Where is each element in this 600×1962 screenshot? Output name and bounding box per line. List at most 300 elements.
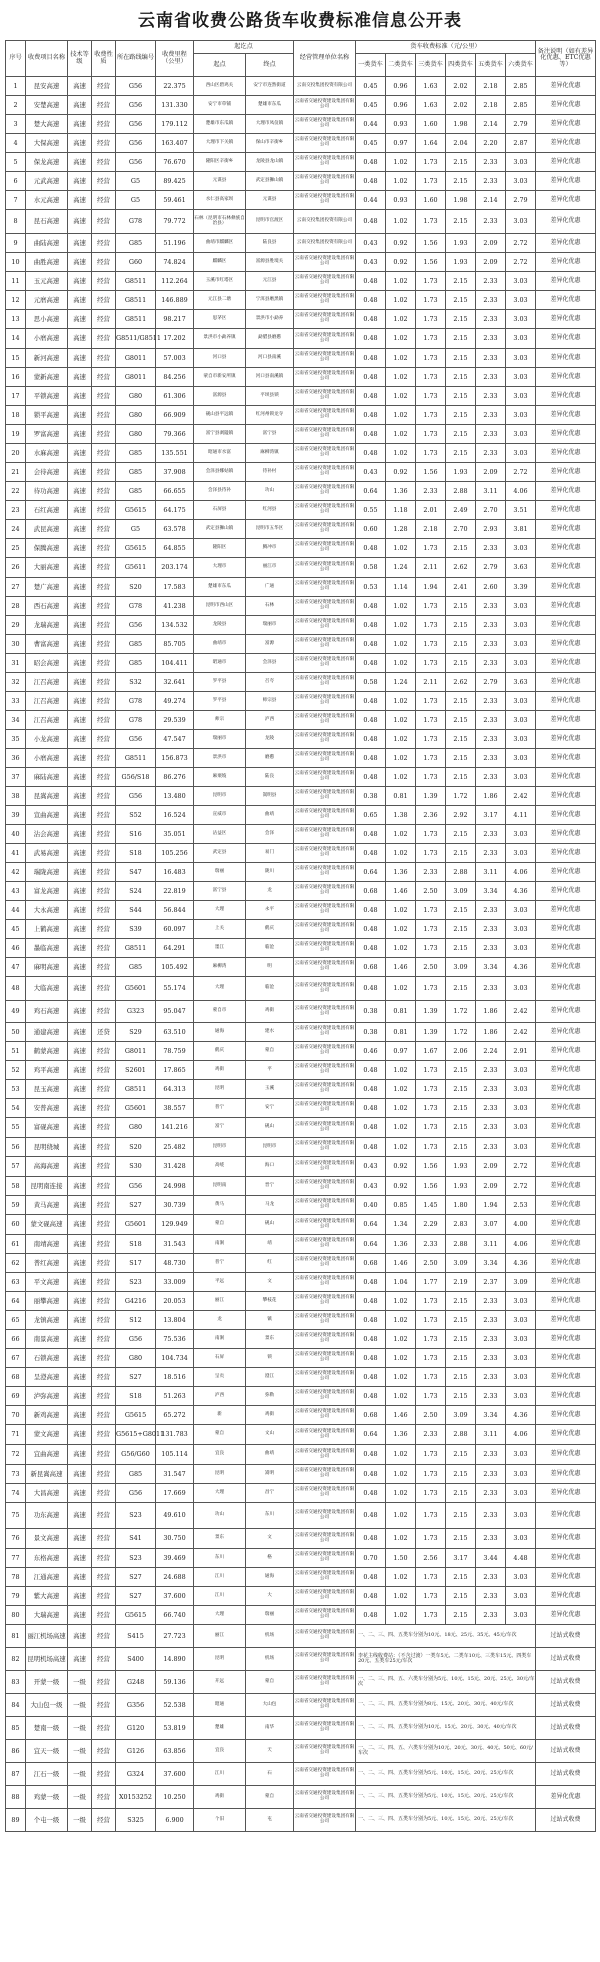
cell-grade: 高速 <box>68 1503 92 1529</box>
cell-seq: 49 <box>6 1001 26 1023</box>
cell-c6: 3.03 <box>506 711 536 730</box>
cell-c2: 1.02 <box>386 1568 416 1587</box>
table-row <box>6 387 596 406</box>
cell-nature: 经营 <box>92 1177 116 1196</box>
cell-start: 麻栗坡 <box>194 768 246 787</box>
cell-c2: 1.02 <box>386 977 416 1001</box>
cell-c6: 4.36 <box>506 882 536 901</box>
cell-seq: 29 <box>6 616 26 635</box>
cell-name: 楚南一级 <box>26 1717 68 1740</box>
cell-c4: 2.02 <box>446 77 476 96</box>
cell-mileage: 131.783 <box>156 1425 194 1445</box>
cell-nature: 经营 <box>92 191 116 210</box>
header-manager: 经营管理单位名称 <box>294 41 356 77</box>
cell-mileage: 86.276 <box>156 768 194 787</box>
cell-c3: 1.73 <box>416 711 446 730</box>
cell-end: 师宗县 <box>246 692 294 711</box>
cell-manager: 云南省交通投资建设集团有限公司 <box>294 134 356 153</box>
cell-grade: 高速 <box>68 1080 92 1099</box>
cell-grade: 高速 <box>68 711 92 730</box>
cell-note: 差异化优惠 <box>536 1529 596 1549</box>
cell-c2: 1.02 <box>386 291 416 310</box>
cell-c1: 0.48 <box>356 939 386 958</box>
cell-route: G356 <box>116 1694 156 1717</box>
cell-nature: 经营 <box>92 1118 116 1138</box>
cell-mileage: 33.009 <box>156 1273 194 1292</box>
cell-name: 待功高速 <box>26 482 68 501</box>
cell-seq: 67 <box>6 1349 26 1368</box>
cell-note: 差异化优惠 <box>536 654 596 673</box>
cell-c3: 1.73 <box>416 425 446 444</box>
cell-mileage: 53.819 <box>156 1717 194 1740</box>
cell-grade: 高速 <box>68 958 92 977</box>
cell-end: 磨憨 <box>246 749 294 768</box>
cell-grade: 高速 <box>68 1235 92 1254</box>
cell-end: 富源县胜境关 <box>246 253 294 272</box>
cell-c5: 3.44 <box>476 1549 506 1568</box>
cell-nature: 经营 <box>92 597 116 616</box>
cell-c2: 1.02 <box>386 172 416 191</box>
header-class-6: 六类货车 <box>506 54 536 77</box>
cell-c4: 2.02 <box>446 96 476 115</box>
cell-route: S20 <box>116 578 156 597</box>
cell-route: S18 <box>116 844 156 863</box>
cell-c4: 2.15 <box>446 1330 476 1349</box>
cell-grade: 高速 <box>68 578 92 597</box>
cell-seq: 30 <box>6 635 26 654</box>
cell-mileage: 18.516 <box>156 1368 194 1387</box>
cell-c5: 2.33 <box>476 730 506 749</box>
cell-nature: 经营 <box>92 1157 116 1177</box>
cell-mileage: 85.705 <box>156 635 194 654</box>
cell-note: 差异化优惠 <box>536 1215 596 1235</box>
cell-c6: 3.03 <box>506 368 536 387</box>
cell-start: 昆明南 <box>194 1177 246 1196</box>
cell-grade: 一级 <box>68 1809 92 1832</box>
cell-c4: 2.15 <box>446 1292 476 1311</box>
cell-grade: 高速 <box>68 1292 92 1311</box>
cell-seq: 70 <box>6 1406 26 1425</box>
cell-c2: 1.46 <box>386 882 416 901</box>
cell-route: G85 <box>116 444 156 463</box>
cell-c6: 2.87 <box>506 134 536 153</box>
cell-c5: 2.09 <box>476 253 506 272</box>
cell-c4: 2.49 <box>446 501 476 520</box>
cell-c2: 1.28 <box>386 520 416 539</box>
cell-note: 差异化优惠 <box>536 172 596 191</box>
cell-c2: 1.02 <box>386 692 416 711</box>
cell-seq: 33 <box>6 692 26 711</box>
cell-note: 差异化优惠 <box>536 1157 596 1177</box>
cell-c6: 4.36 <box>506 958 536 977</box>
cell-c6: 3.03 <box>506 1349 536 1368</box>
cell-c2: 1.02 <box>386 1292 416 1311</box>
table-row <box>6 806 596 825</box>
table-row <box>6 920 596 939</box>
cell-c1: 0.48 <box>356 1445 386 1465</box>
cell-c2: 1.38 <box>386 806 416 825</box>
cell-name: 新昆嵩高速 <box>26 1465 68 1484</box>
cell-name: 江石一级 <box>26 1763 68 1786</box>
cell-c4: 2.15 <box>446 425 476 444</box>
cell-nature: 经营 <box>92 1503 116 1529</box>
cell-c5: 2.33 <box>476 1292 506 1311</box>
cell-c6: 2.79 <box>506 115 536 134</box>
table-row <box>6 1503 596 1529</box>
cell-note: 差异化优惠 <box>536 425 596 444</box>
cell-c3: 1.39 <box>416 1001 446 1023</box>
cell-manager: 云南省交通投资建设集团有限公司 <box>294 1406 356 1425</box>
cell-route: S27 <box>116 1587 156 1606</box>
cell-grade: 高速 <box>68 939 92 958</box>
cell-manager: 云南省交通投资建设集团有限公司 <box>294 1349 356 1368</box>
cell-c2: 1.04 <box>386 1273 416 1292</box>
cell-c4: 1.93 <box>446 1177 476 1196</box>
table-row <box>6 115 596 134</box>
cell-route: G56 <box>116 134 156 153</box>
cell-end: 陇川 <box>246 863 294 882</box>
cell-c6: 3.03 <box>506 329 536 349</box>
cell-c5: 2.33 <box>476 1606 506 1625</box>
cell-note: 差异化优惠 <box>536 368 596 387</box>
table-row <box>6 1001 596 1023</box>
cell-mileage: 112.264 <box>156 272 194 291</box>
cell-c6: 2.42 <box>506 787 536 806</box>
cell-c2: 1.02 <box>386 597 416 616</box>
cell-route: G56 <box>116 616 156 635</box>
cell-grade: 高速 <box>68 539 92 558</box>
cell-end: 富源 <box>246 635 294 654</box>
cell-c5: 2.33 <box>476 616 506 635</box>
cell-grade: 高速 <box>68 291 92 310</box>
cell-name: 昆明机场高速 <box>26 1648 68 1671</box>
cell-c3: 2.18 <box>416 520 446 539</box>
cell-c5: 2.33 <box>476 654 506 673</box>
cell-c2: 0.93 <box>386 191 416 210</box>
cell-seq: 77 <box>6 1549 26 1568</box>
cell-c1: 0.48 <box>356 1080 386 1099</box>
cell-seq: 7 <box>6 191 26 210</box>
cell-start: 大理市 <box>194 558 246 578</box>
cell-start: 鸡街 <box>194 1786 246 1809</box>
cell-mileage: 17.202 <box>156 329 194 349</box>
cell-note: 差异化优惠 <box>536 272 596 291</box>
cell-route: G78 <box>116 692 156 711</box>
cell-c2: 1.02 <box>386 1465 416 1484</box>
cell-note: 差异化优惠 <box>536 787 596 806</box>
toll-standard-table <box>5 40 596 1832</box>
cell-seq: 48 <box>6 977 26 1001</box>
cell-mileage: 24.998 <box>156 1177 194 1196</box>
table-row <box>6 1786 596 1809</box>
cell-mileage: 63.510 <box>156 1023 194 1042</box>
cell-grade: 高速 <box>68 425 92 444</box>
cell-nature: 经营 <box>92 1042 116 1061</box>
cell-mileage: 156.873 <box>156 749 194 768</box>
table-row <box>6 863 596 882</box>
cell-c4: 2.06 <box>446 1042 476 1061</box>
header-note: 备注说明（如有差异化优惠、ETC优惠等） <box>536 41 596 77</box>
cell-route: G8011 <box>116 368 156 387</box>
table-row <box>6 749 596 768</box>
cell-mileage: 135.551 <box>156 444 194 463</box>
cell-route: G5615 <box>116 501 156 520</box>
cell-c6: 3.03 <box>506 1138 536 1157</box>
cell-nature: 经营 <box>92 1080 116 1099</box>
cell-note: 差异化优惠 <box>536 1235 596 1254</box>
cell-route: G80 <box>116 387 156 406</box>
cell-manager: 云南省交通投资建设集团有限公司 <box>294 1549 356 1568</box>
cell-start: 呈贡 <box>194 1368 246 1387</box>
cell-start: 元江县二塘 <box>194 291 246 310</box>
cell-c2: 0.93 <box>386 115 416 134</box>
cell-note: 差异化优惠 <box>536 444 596 463</box>
cell-c3: 1.56 <box>416 1157 446 1177</box>
cell-c6: 3.63 <box>506 673 536 692</box>
cell-end: 大理市凤仪镇 <box>246 115 294 134</box>
cell-c4: 2.88 <box>446 1425 476 1445</box>
cell-note: 差异化优惠 <box>536 768 596 787</box>
cell-c3: 1.73 <box>416 1330 446 1349</box>
cell-route: G5 <box>116 172 156 191</box>
cell-mileage: 63.856 <box>156 1740 194 1763</box>
cell-manager: 云南省交通投资建设集团有限公司 <box>294 1099 356 1118</box>
cell-name: 普红高速 <box>26 1254 68 1273</box>
cell-c1: 0.48 <box>356 1465 386 1484</box>
table-row <box>6 191 596 210</box>
cell-seq: 3 <box>6 115 26 134</box>
cell-c2: 1.02 <box>386 387 416 406</box>
cell-c3: 1.56 <box>416 1177 446 1196</box>
cell-c5: 2.33 <box>476 310 506 329</box>
cell-name: 麻陆高速 <box>26 768 68 787</box>
cell-route: S23 <box>116 1273 156 1292</box>
cell-mileage: 22.819 <box>156 882 194 901</box>
cell-merged: 一、二、三、四、五类车分别为5元、10元、15元、20元、25元/车次 <box>356 1809 536 1832</box>
cell-name: 小磨高速 <box>26 749 68 768</box>
cell-c3: 1.73 <box>416 654 446 673</box>
cell-grade: 高速 <box>68 329 92 349</box>
cell-c5: 2.33 <box>476 444 506 463</box>
cell-manager: 云南省交通投资建设集团有限公司 <box>294 115 356 134</box>
cell-nature: 经营 <box>92 291 116 310</box>
cell-end: 南华 <box>246 1717 294 1740</box>
cell-manager: 云南省交通投资建设集团有限公司 <box>294 1606 356 1625</box>
cell-manager: 云南省交通投资建设集团有限公司 <box>294 749 356 768</box>
cell-seq: 39 <box>6 806 26 825</box>
cell-name: 武昆高速 <box>26 520 68 539</box>
cell-start: 昭通 <box>194 1694 246 1717</box>
cell-end: 澄江 <box>246 1368 294 1387</box>
cell-grade: 高速 <box>68 558 92 578</box>
table-row <box>6 1549 596 1568</box>
cell-merged: 一、二、三、四、五类车分别为10元、18元、25元、35元、45元/车次 <box>356 1625 536 1648</box>
cell-mileage: 20.053 <box>156 1292 194 1311</box>
cell-seq: 41 <box>6 844 26 863</box>
cell-seq: 10 <box>6 253 26 272</box>
cell-name: 楚大高速 <box>26 115 68 134</box>
cell-note: 差异化优惠 <box>536 1786 596 1809</box>
cell-c1: 0.48 <box>356 825 386 844</box>
cell-c2: 1.24 <box>386 673 416 692</box>
cell-start: 安宁市草铺 <box>194 96 246 115</box>
cell-grade: 一级 <box>68 1740 92 1763</box>
cell-name: 蒙文砚高速 <box>26 1215 68 1235</box>
cell-seq: 18 <box>6 406 26 425</box>
cell-note: 差异化优惠 <box>536 1177 596 1196</box>
cell-start: 罗平县 <box>194 673 246 692</box>
header-mileage: 收费里程（公里） <box>156 41 194 77</box>
header-class-3: 三类货车 <box>416 54 446 77</box>
cell-seq: 11 <box>6 272 26 291</box>
cell-nature: 经营 <box>92 920 116 939</box>
table-row <box>6 1445 596 1465</box>
cell-start: 昆明 <box>194 1648 246 1671</box>
cell-grade: 高速 <box>68 172 92 191</box>
cell-c6: 3.03 <box>506 1503 536 1529</box>
cell-manager: 云南省交通投资建设集团有限公司 <box>294 1529 356 1549</box>
cell-seq: 52 <box>6 1061 26 1080</box>
cell-grade: 高速 <box>68 1625 92 1648</box>
cell-end: 河口县南溪镇 <box>246 368 294 387</box>
cell-seq: 58 <box>6 1177 26 1196</box>
cell-c3: 1.73 <box>416 349 446 368</box>
cell-c2: 1.50 <box>386 1549 416 1568</box>
cell-manager: 云南省交通投资建设集团有限公司 <box>294 920 356 939</box>
cell-route: G120 <box>116 1717 156 1740</box>
cell-c1: 0.48 <box>356 272 386 291</box>
cell-nature: 经营 <box>92 1606 116 1625</box>
cell-manager: 云南省交通投资建设集团有限公司 <box>294 1215 356 1235</box>
cell-c4: 2.88 <box>446 1235 476 1254</box>
cell-manager: 云南省交通投资建设集团有限公司 <box>294 1118 356 1138</box>
cell-note: 过站式收费 <box>536 1625 596 1648</box>
cell-c1: 0.53 <box>356 578 386 597</box>
cell-manager: 云南省交通投资建设集团有限公司 <box>294 1484 356 1503</box>
cell-name: 景文高速 <box>26 1529 68 1549</box>
cell-nature: 经营 <box>92 692 116 711</box>
cell-mileage: 16.524 <box>156 806 194 825</box>
cell-name: 平锁高速 <box>26 387 68 406</box>
cell-mileage: 131.330 <box>156 96 194 115</box>
cell-c3: 1.63 <box>416 77 446 96</box>
cell-route: G4216 <box>116 1292 156 1311</box>
cell-mileage: 64.291 <box>156 939 194 958</box>
cell-c4: 2.15 <box>446 1606 476 1625</box>
cell-c1: 0.48 <box>356 977 386 1001</box>
cell-end: 机场 <box>246 1648 294 1671</box>
cell-c2: 1.02 <box>386 310 416 329</box>
cell-end: 曲靖 <box>246 1445 294 1465</box>
cell-end: 广通 <box>246 578 294 597</box>
cell-manager: 云南省交通投资建设集团有限公司 <box>294 1080 356 1099</box>
cell-c2: 1.02 <box>386 368 416 387</box>
cell-c3: 2.33 <box>416 1235 446 1254</box>
cell-note: 差异化优惠 <box>536 520 596 539</box>
table-row <box>6 77 596 96</box>
cell-mileage: 64.313 <box>156 1080 194 1099</box>
cell-c2: 1.18 <box>386 501 416 520</box>
cell-c4: 3.09 <box>446 882 476 901</box>
cell-route: G78 <box>116 210 156 234</box>
cell-nature: 经营 <box>92 1549 116 1568</box>
table-row <box>6 234 596 253</box>
cell-seq: 89 <box>6 1809 26 1832</box>
cell-c1: 0.45 <box>356 134 386 153</box>
cell-start: 武定县 <box>194 844 246 863</box>
cell-end: 大山包 <box>246 1694 294 1717</box>
cell-seq: 86 <box>6 1740 26 1763</box>
cell-note: 差异化优惠 <box>536 1138 596 1157</box>
cell-end: 景东 <box>246 1330 294 1349</box>
cell-name: 黄马高速 <box>26 1196 68 1215</box>
cell-nature: 经营 <box>92 368 116 387</box>
cell-start: 楚雄市东瓜 <box>194 578 246 597</box>
cell-nature: 经营 <box>92 1465 116 1484</box>
cell-c1: 0.48 <box>356 1368 386 1387</box>
cell-c3: 1.73 <box>416 310 446 329</box>
cell-grade: 高速 <box>68 253 92 272</box>
cell-c6: 2.72 <box>506 1157 536 1177</box>
cell-grade: 高速 <box>68 635 92 654</box>
cell-note: 差异化优惠 <box>536 349 596 368</box>
cell-note: 差异化优惠 <box>536 1425 596 1445</box>
cell-name: 平文高速 <box>26 1273 68 1292</box>
cell-c4: 2.15 <box>446 844 476 863</box>
table-row <box>6 654 596 673</box>
cell-c6: 2.72 <box>506 463 536 482</box>
cell-route: S16 <box>116 825 156 844</box>
cell-c1: 0.48 <box>356 1330 386 1349</box>
cell-seq: 12 <box>6 291 26 310</box>
cell-c4: 2.70 <box>446 520 476 539</box>
cell-start: 石屏 <box>194 1349 246 1368</box>
cell-grade: 高速 <box>68 1606 92 1625</box>
cell-seq: 38 <box>6 787 26 806</box>
cell-name: 龙瑞高速 <box>26 616 68 635</box>
cell-start: 大理 <box>194 977 246 1001</box>
cell-mileage: 52.538 <box>156 1694 194 1717</box>
cell-c2: 1.02 <box>386 920 416 939</box>
cell-seq: 81 <box>6 1625 26 1648</box>
cell-c4: 2.92 <box>446 806 476 825</box>
cell-start: 泸西 <box>194 1387 246 1406</box>
cell-c5: 2.20 <box>476 134 506 153</box>
cell-name: 通建高速 <box>26 1023 68 1042</box>
cell-note: 差异化优惠 <box>536 730 596 749</box>
cell-note: 差异化优惠 <box>536 1330 596 1349</box>
cell-c2: 0.81 <box>386 1001 416 1023</box>
cell-grade: 一级 <box>68 1694 92 1717</box>
cell-route: G126 <box>116 1740 156 1763</box>
table-row <box>6 425 596 444</box>
cell-grade: 高速 <box>68 368 92 387</box>
cell-seq: 37 <box>6 768 26 787</box>
cell-manager: 云南省交通投资建设集团有限公司 <box>294 1763 356 1786</box>
cell-nature: 经营 <box>92 1099 116 1118</box>
cell-manager: 云南省交通投资建设集团有限公司 <box>294 901 356 920</box>
cell-grade: 高速 <box>68 1587 92 1606</box>
cell-seq: 43 <box>6 882 26 901</box>
cell-c4: 2.15 <box>446 1445 476 1465</box>
cell-end: 富宁县 <box>246 425 294 444</box>
cell-note: 差异化优惠 <box>536 578 596 597</box>
cell-mileage: 78.759 <box>156 1042 194 1061</box>
cell-c6: 3.03 <box>506 1387 536 1406</box>
cell-end: 安宁市连然街道 <box>246 77 294 96</box>
cell-note: 差异化优惠 <box>536 234 596 253</box>
cell-route: G5 <box>116 520 156 539</box>
